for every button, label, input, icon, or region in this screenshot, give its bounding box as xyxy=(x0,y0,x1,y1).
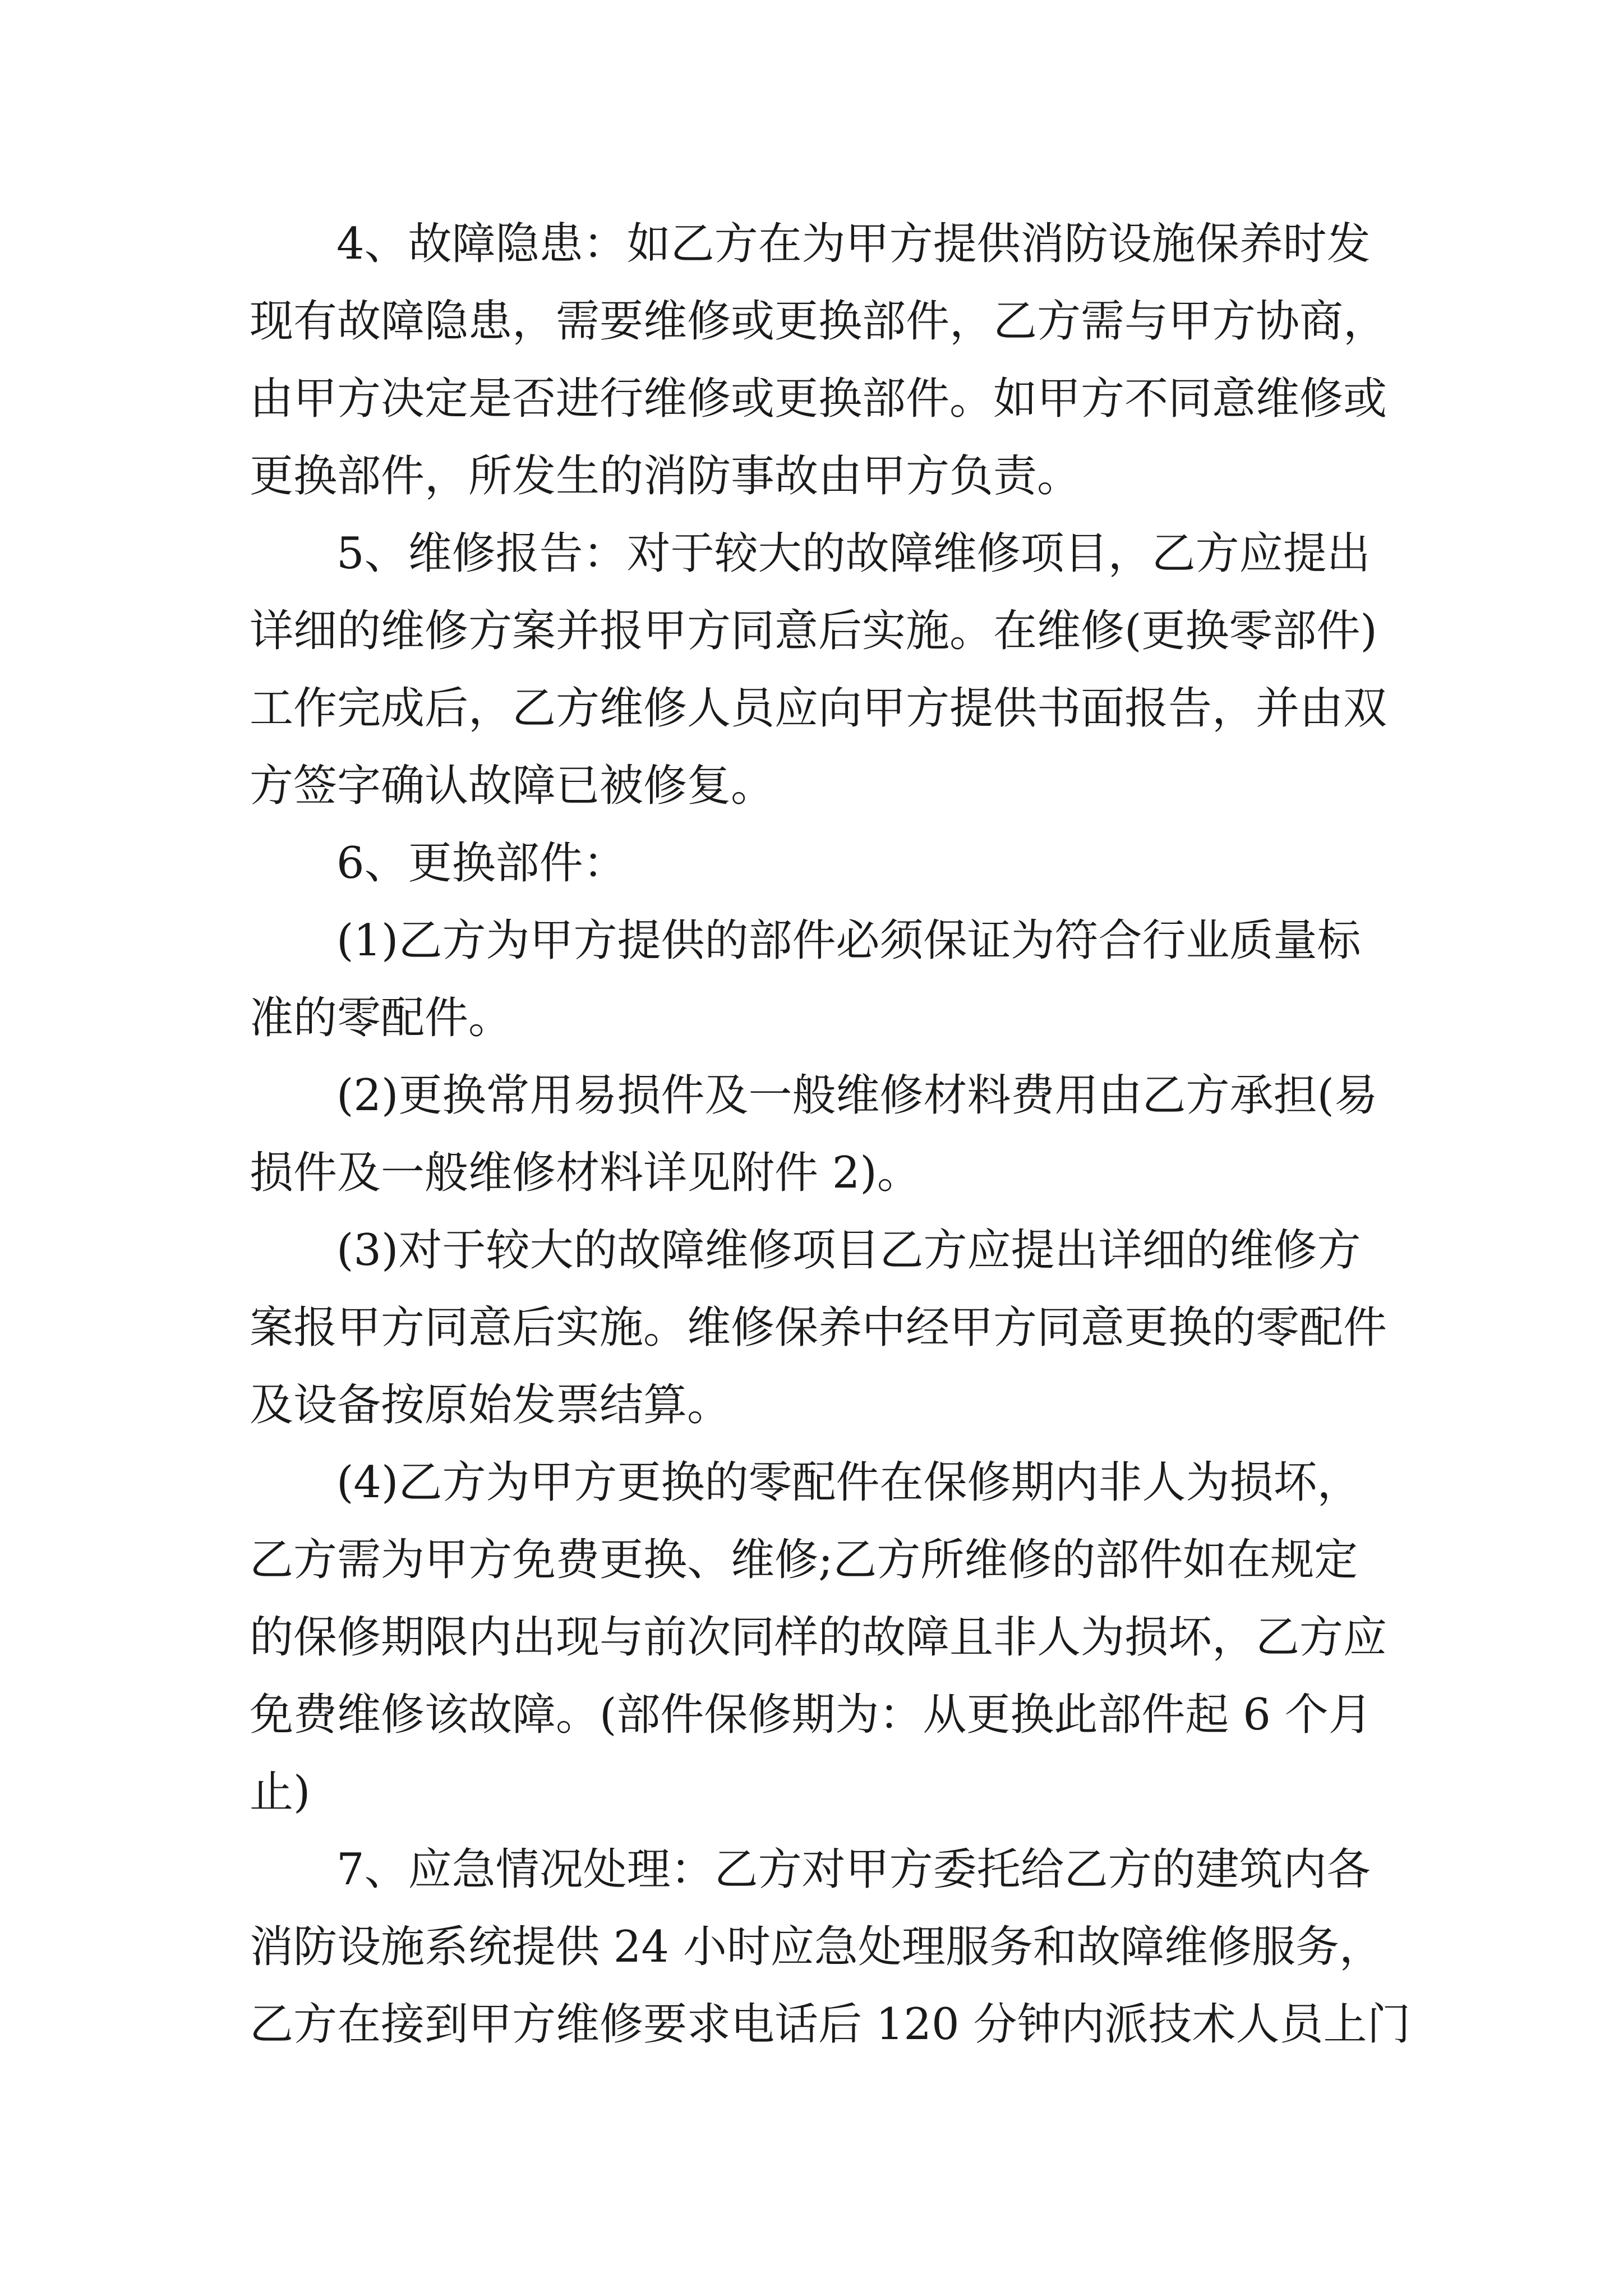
clause-4-line-3: 由甲方决定是否进行维修或更换部件。如甲方不同意维修或 xyxy=(250,374,1387,424)
item-1-line-1: (1)乙方为甲方提供的部件必须保证为符合行业质量标 xyxy=(336,915,1361,966)
item-3-line-2: 案报甲方同意后实施。维修保养中经甲方同意更换的零配件 xyxy=(250,1303,1387,1353)
item-4-line-4: 免费维修该故障。(部件保修期为：从更换此部件起 6 个月 xyxy=(250,1690,1372,1740)
clause-6-heading: 6、更换部件： xyxy=(336,838,627,889)
clause-7-line-2: 消防设施系统提供 24 小时应急处理服务和故障维修服务， xyxy=(250,1922,1383,1972)
clause-4-line-2: 现有故障隐患，需要维修或更换部件，乙方需与甲方协商， xyxy=(250,296,1387,347)
clause-5-line-4: 方签字确认故障已被修复。 xyxy=(250,761,775,811)
item-4-line-5: 止) xyxy=(250,1767,311,1818)
item-4-line-1: (4)乙方为甲方更换的零配件在保修期内非人为损坏， xyxy=(336,1457,1361,1508)
item-3-line-3: 及设备按原始发票结算。 xyxy=(250,1380,731,1430)
item-3-line-1: (3)对于较大的故障维修项目乙方应提出详细的维修方 xyxy=(336,1225,1361,1276)
clause-5-line-1: 5、维修报告：对于较大的故障维修项目，乙方应提出 xyxy=(336,528,1371,579)
clause-5-line-3: 工作完成后，乙方维修人员应向甲方提供书面报告，并由双 xyxy=(250,683,1387,734)
clause-4-line-4: 更换部件，所发生的消防事故由甲方负责。 xyxy=(250,451,1081,501)
item-2-line-1: (2)更换常用易损件及一般维修材料费用由乙方承担(易 xyxy=(336,1070,1378,1121)
item-2-line-2: 损件及一般维修材料详见附件 2)。 xyxy=(250,1148,921,1198)
item-4-line-2: 乙方需为甲方免费更换、维修;乙方所维修的部件如在规定 xyxy=(250,1535,1358,1585)
item-4-line-3: 的保修期限内出现与前次同样的故障且非人为损坏，乙方应 xyxy=(250,1612,1387,1663)
clause-5-line-2: 详细的维修方案并报甲方同意后实施。在维修(更换零部件) xyxy=(250,606,1377,656)
clause-7-line-1: 7、应急情况处理：乙方对甲方委托给乙方的建筑内各 xyxy=(336,1844,1371,1895)
clause-4-line-1: 4、故障隐患：如乙方在为甲方提供消防设施保养时发 xyxy=(336,219,1371,269)
item-1-line-2: 准的零配件。 xyxy=(250,993,513,1043)
clause-7-line-3: 乙方在接到甲方维修要求电话后 120 分钟内派技术人员上门 xyxy=(250,1999,1411,2050)
